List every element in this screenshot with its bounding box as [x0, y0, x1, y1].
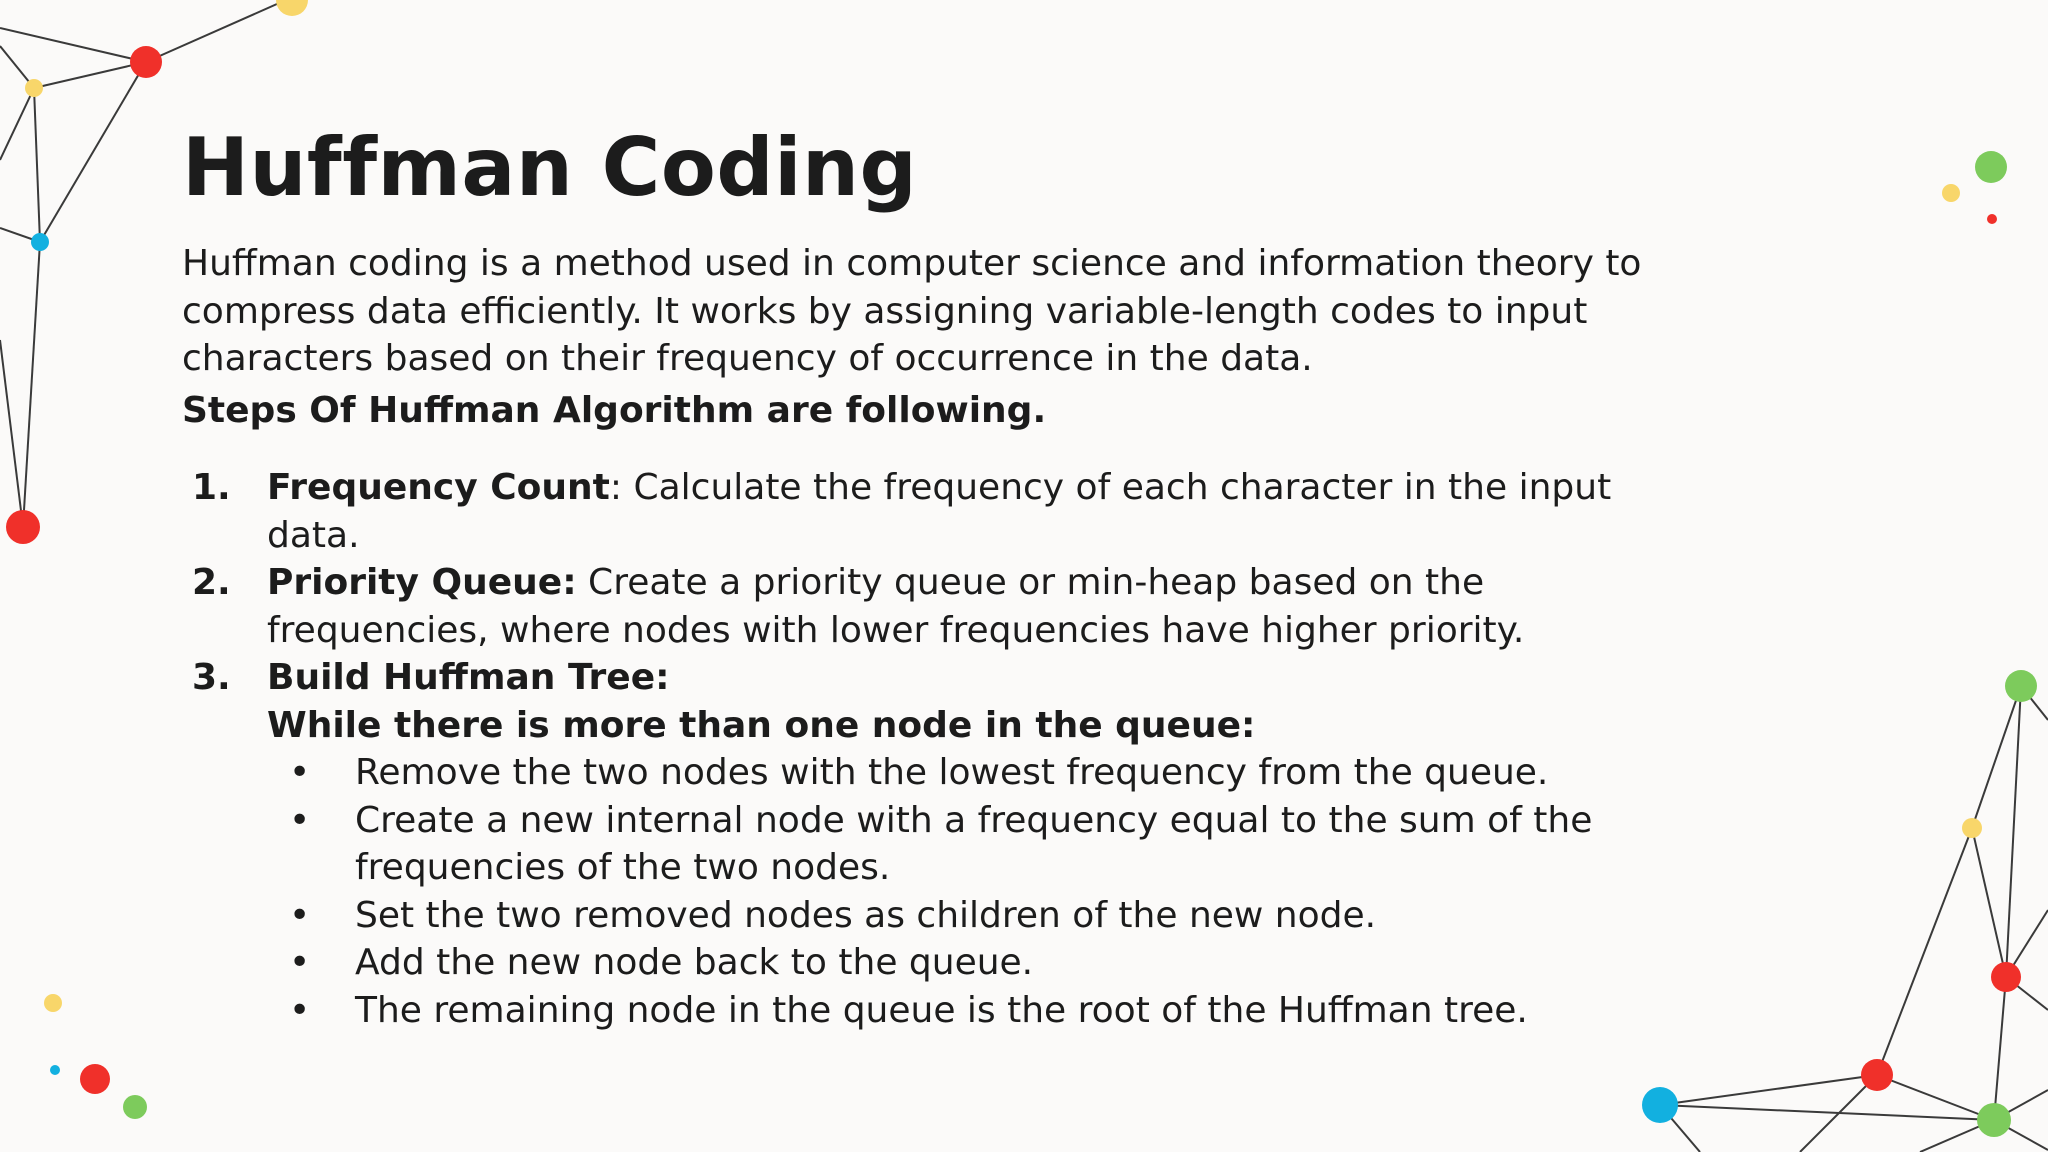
- bullet-item: [267, 987, 1645, 1035]
- step-label: Priority Queue:: [267, 562, 577, 603]
- node-dot: [1977, 1103, 2011, 1137]
- node-dot: [1975, 151, 2007, 183]
- bullet-item: [267, 939, 1645, 987]
- steps-heading: Steps Of Huffman Algorithm are following.: [182, 389, 1047, 431]
- step-label: Build Huffman Tree:: [267, 657, 670, 698]
- bullet-icon: •: [289, 894, 311, 936]
- node-dot: [123, 1095, 147, 1119]
- step-number: 2.: [192, 562, 231, 603]
- bullet-item: [267, 797, 1645, 892]
- node-dot: [1942, 184, 1960, 202]
- node-dot: [1962, 818, 1982, 838]
- node-dot: [276, 0, 308, 16]
- step-label: Frequency Count: [267, 467, 610, 508]
- node-dot: [6, 510, 40, 544]
- step-number: 3.: [192, 657, 231, 698]
- bullet-item: [267, 892, 1645, 940]
- bullet-text: The remaining node in the queue is the root of the Huffman tree.: [355, 989, 1528, 1031]
- step-item: [182, 654, 1687, 1034]
- bullet-list: [267, 749, 1687, 1034]
- node-dot: [50, 1065, 60, 1075]
- node-dot: [130, 46, 162, 78]
- bottom-right-network: [1642, 670, 2048, 1152]
- node-dot: [1861, 1059, 1893, 1091]
- intro-paragraph: Huffman coding is a method used in computer science and information theory to compress data efficiently. It works by assigning variable-length codes to input characters based on their frequency of occurrence in the data.: [182, 243, 1642, 379]
- step-text: Create a priority queue or min-heap based on the frequencies, where nodes with lower frequencies have higher priority.: [267, 562, 1525, 651]
- node-dot: [44, 994, 62, 1012]
- node-dot: [80, 1064, 110, 1094]
- bullet-text: Set the two removed nodes as children of the new node.: [355, 894, 1377, 936]
- node-dot: [1642, 1087, 1678, 1123]
- bullet-text: Add the new node back to the queue.: [355, 942, 1034, 983]
- top-right-dots: [1942, 151, 2007, 224]
- bullet-text: Create a new internal node with a frequency equal to the sum of the frequencies of the two nodes.: [355, 799, 1593, 888]
- step-item: [182, 559, 1687, 654]
- bullet-icon: •: [289, 752, 311, 793]
- bottom-left-dots: [44, 994, 147, 1119]
- step-number: 1.: [192, 467, 231, 508]
- step-text: : Calculate the frequency of each character in the input data.: [267, 467, 1612, 556]
- bullet-icon: •: [289, 942, 311, 983]
- node-dot: [31, 233, 49, 251]
- bullet-item: [267, 749, 1645, 797]
- slide-title: Huffman Coding: [182, 121, 918, 214]
- step-item: [182, 464, 1687, 559]
- step-sub-heading: While there is more than one node in the queue:: [267, 704, 1256, 746]
- node-dot: [1991, 962, 2021, 992]
- steps-list: [182, 464, 1702, 1034]
- node-dot: [2005, 670, 2037, 702]
- node-dot: [25, 79, 43, 97]
- slide-content: [182, 118, 1702, 1034]
- node-dot: [1987, 214, 1997, 224]
- bullet-icon: •: [289, 799, 311, 841]
- bullet-text: Remove the two nodes with the lowest frequency from the queue.: [355, 752, 1549, 793]
- bullet-icon: •: [289, 989, 311, 1031]
